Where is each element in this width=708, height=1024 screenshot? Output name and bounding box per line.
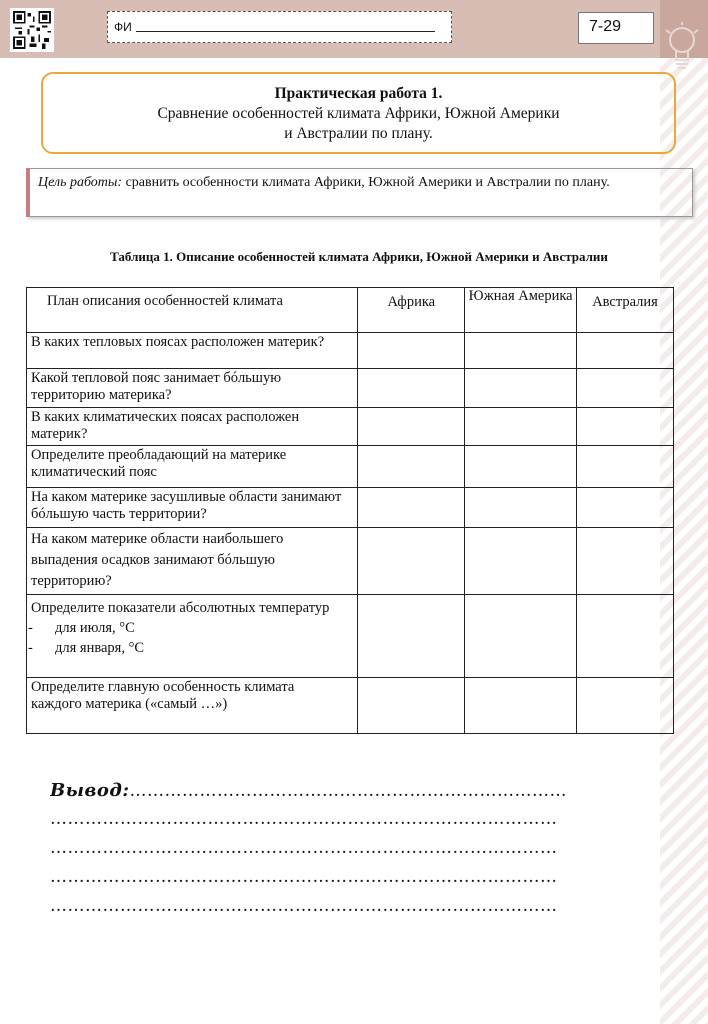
feature-question-line-1: Определите главную особенность климата [31,679,295,695]
conclusion-first-line[interactable] [50,780,650,809]
answer-cell-south-america[interactable] [465,333,577,369]
temperature-july: - для июля, °С [28,620,135,636]
table-row [27,333,674,369]
answer-cell-africa[interactable] [358,595,465,678]
answer-cell-africa[interactable] [358,488,465,528]
goal-label: Цель работы: [38,175,123,190]
table-row [27,446,674,488]
answer-cell-australia[interactable] [577,408,674,446]
table-row [27,528,674,595]
table-row-temperatures [27,595,674,678]
table-row [27,408,674,446]
answer-cell-south-america[interactable] [465,408,577,446]
conclusion-section [50,780,650,925]
climate-table [26,287,674,734]
question-cell: На каком материке области наибольшего выпадения осадков занимают бóльшую территорию? [27,528,358,595]
conclusion-line[interactable]: …………………………………………………………………………… [50,896,558,916]
table-row [27,488,674,528]
name-field[interactable] [107,11,452,43]
answer-cell-africa[interactable] [358,678,465,734]
feature-question-line-2: каждого материка («самый …») [31,696,228,712]
question-cell: В каких тепловых поясах расположен материк? [27,333,358,369]
answer-cell-australia[interactable] [577,369,674,408]
answer-cell-australia[interactable] [577,446,674,488]
header-plan: План описания особенностей климата [27,288,358,333]
answer-cell-africa[interactable] [358,528,465,595]
answer-cell-south-america[interactable] [465,678,577,734]
conclusion-line[interactable]: …………………………………………………………………………… [50,838,558,858]
title-box [41,72,676,154]
header-africa: Африка [358,288,465,333]
answer-cell-south-america[interactable] [465,369,577,408]
question-cell: На каком материке засушливые области занимают бóльшую часть территории? [27,488,358,528]
table-caption: Таблица 1. Описание особенностей климата Африки, Южной Америки и Австралии [110,249,608,264]
qr-code-icon [10,8,54,52]
answer-cell-australia[interactable] [577,678,674,734]
answer-cell-south-america[interactable] [465,488,577,528]
answer-cell-africa[interactable] [358,408,465,446]
conclusion-dots: ………………………………………………………………… [129,781,568,801]
conclusion-line[interactable]: …………………………………………………………………………… [50,809,558,829]
conclusion-line[interactable]: …………………………………………………………………………… [50,867,558,887]
table-row [27,369,674,408]
page-number: 7-29 [578,12,654,44]
header-australia: Австралия [577,288,674,333]
table-header-row [27,288,674,333]
name-field-label: ФИ [114,20,132,34]
answer-cell-africa[interactable] [358,333,465,369]
table-row-main-feature [27,678,674,734]
goal-text: сравнить особенности климата Африки, Южной Америки и Австралии по плану. [122,175,610,190]
goal-box [26,168,693,217]
temperature-question: Определите показатели абсолютных температур [31,600,330,616]
answer-cell-australia[interactable] [577,528,674,595]
question-cell [27,678,358,734]
question-cell: Определите преобладающий на материке климатический пояс [27,446,358,488]
answer-cell-south-america[interactable] [465,595,577,678]
work-title: Практическая работа 1. [274,85,443,102]
conclusion-label: Вывод: [50,780,130,801]
work-subtitle-line-2: и Австралии по плану. [284,125,433,142]
answer-cell-africa[interactable] [358,369,465,408]
answer-cell-australia[interactable] [577,333,674,369]
question-cell: В каких климатических поясах расположен материк? [27,408,358,446]
answer-cell-australia[interactable] [577,488,674,528]
answer-cell-australia[interactable] [577,595,674,678]
answer-cell-south-america[interactable] [465,528,577,595]
question-cell [27,595,358,678]
question-cell: Какой тепловой пояс занимает бóльшую территорию материка? [27,369,358,408]
name-field-line [136,31,435,32]
work-subtitle-line-1: Сравнение особенностей климата Африки, Южной Америки [157,105,560,122]
temperature-january: - для января, °С [28,640,145,656]
lightbulb-icon [664,20,700,76]
answer-cell-africa[interactable] [358,446,465,488]
answer-cell-south-america[interactable] [465,446,577,488]
header-south-america: Южная Америка [465,288,577,333]
